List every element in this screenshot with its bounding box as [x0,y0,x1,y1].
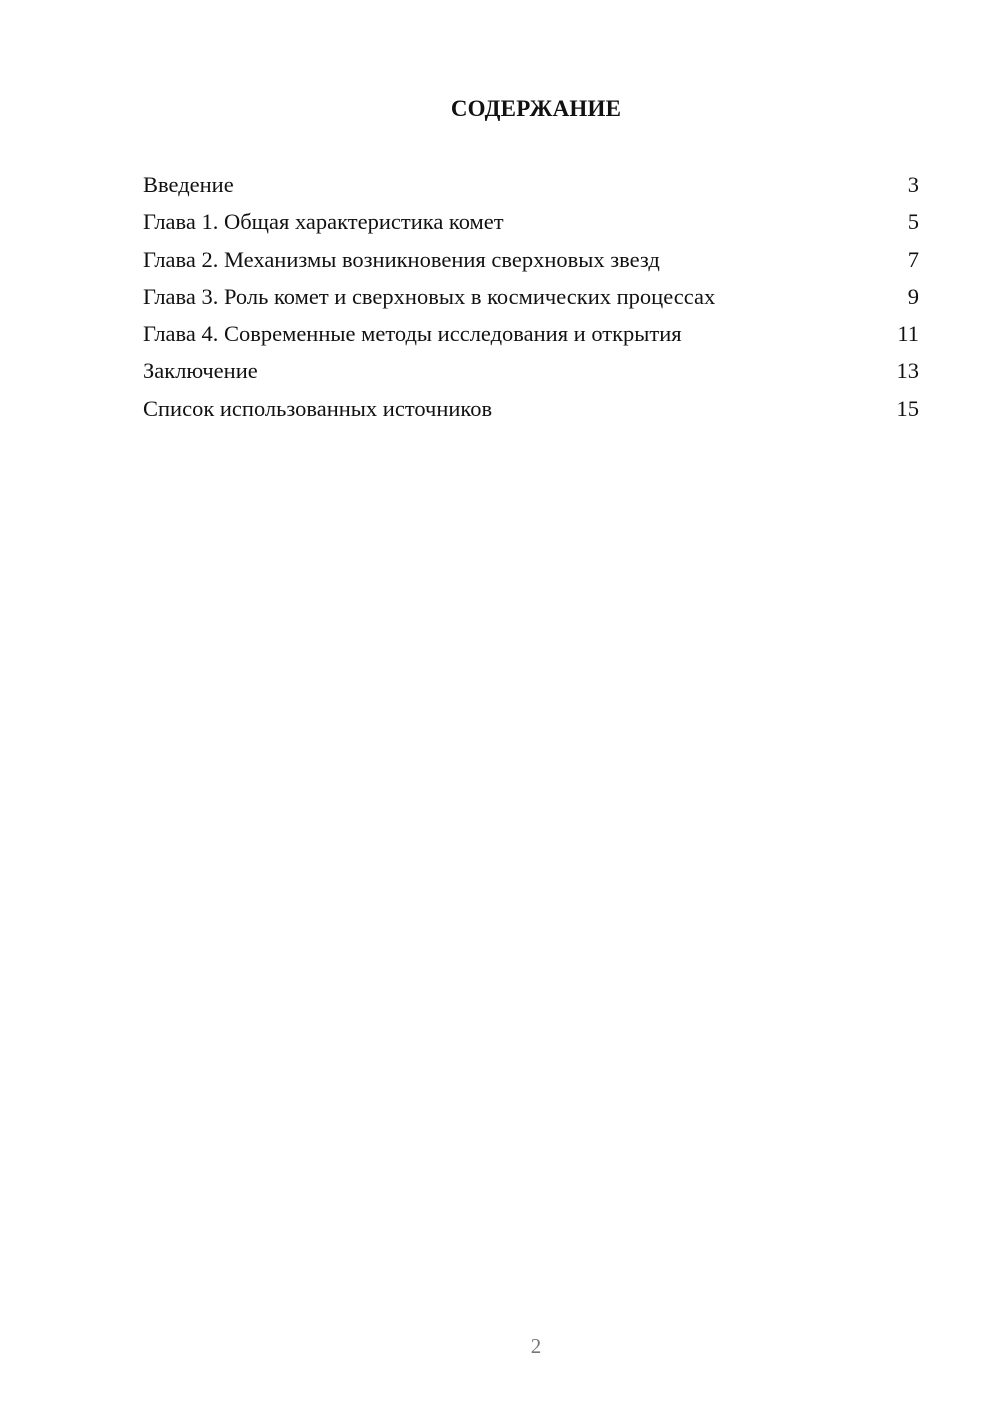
table-of-contents [143,170,919,431]
toc-entry-label: Глава 1. Общая характеристика комет [143,209,504,235]
toc-entry-label: Заключение [143,358,258,384]
toc-entry-chapter-2 [143,245,919,282]
page-title: СОДЕРЖАНИЕ [450,96,622,121]
toc-entry-page: 13 [896,358,919,384]
page-number: 2 [530,1334,542,1358]
toc-entry-chapter-4 [143,319,919,356]
toc-entry-label: Введение [143,172,234,197]
toc-entry-page: 15 [896,395,919,421]
toc-entry-introduction [143,170,919,207]
toc-entry-label: Глава 3. Роль комет и сверхновых в космических процессах [143,283,716,309]
toc-entry-page: 11 [897,321,919,347]
toc-entry-page: 9 [907,283,919,309]
toc-entry-page: 3 [907,172,919,197]
toc-entry-conclusion [143,356,919,393]
toc-entry-label: Глава 2. Механизмы возникновения сверхновых звезд [143,246,660,272]
toc-entry-page: 7 [907,246,919,272]
toc-entry-page: 5 [907,209,919,235]
toc-entry-label: Глава 4. Современные методы исследования и открытия [143,321,682,347]
toc-entry-references [143,394,919,431]
toc-entry-chapter-1 [143,207,919,244]
toc-entry-label: Список использованных источников [143,395,493,421]
toc-entry-chapter-3 [143,282,919,319]
